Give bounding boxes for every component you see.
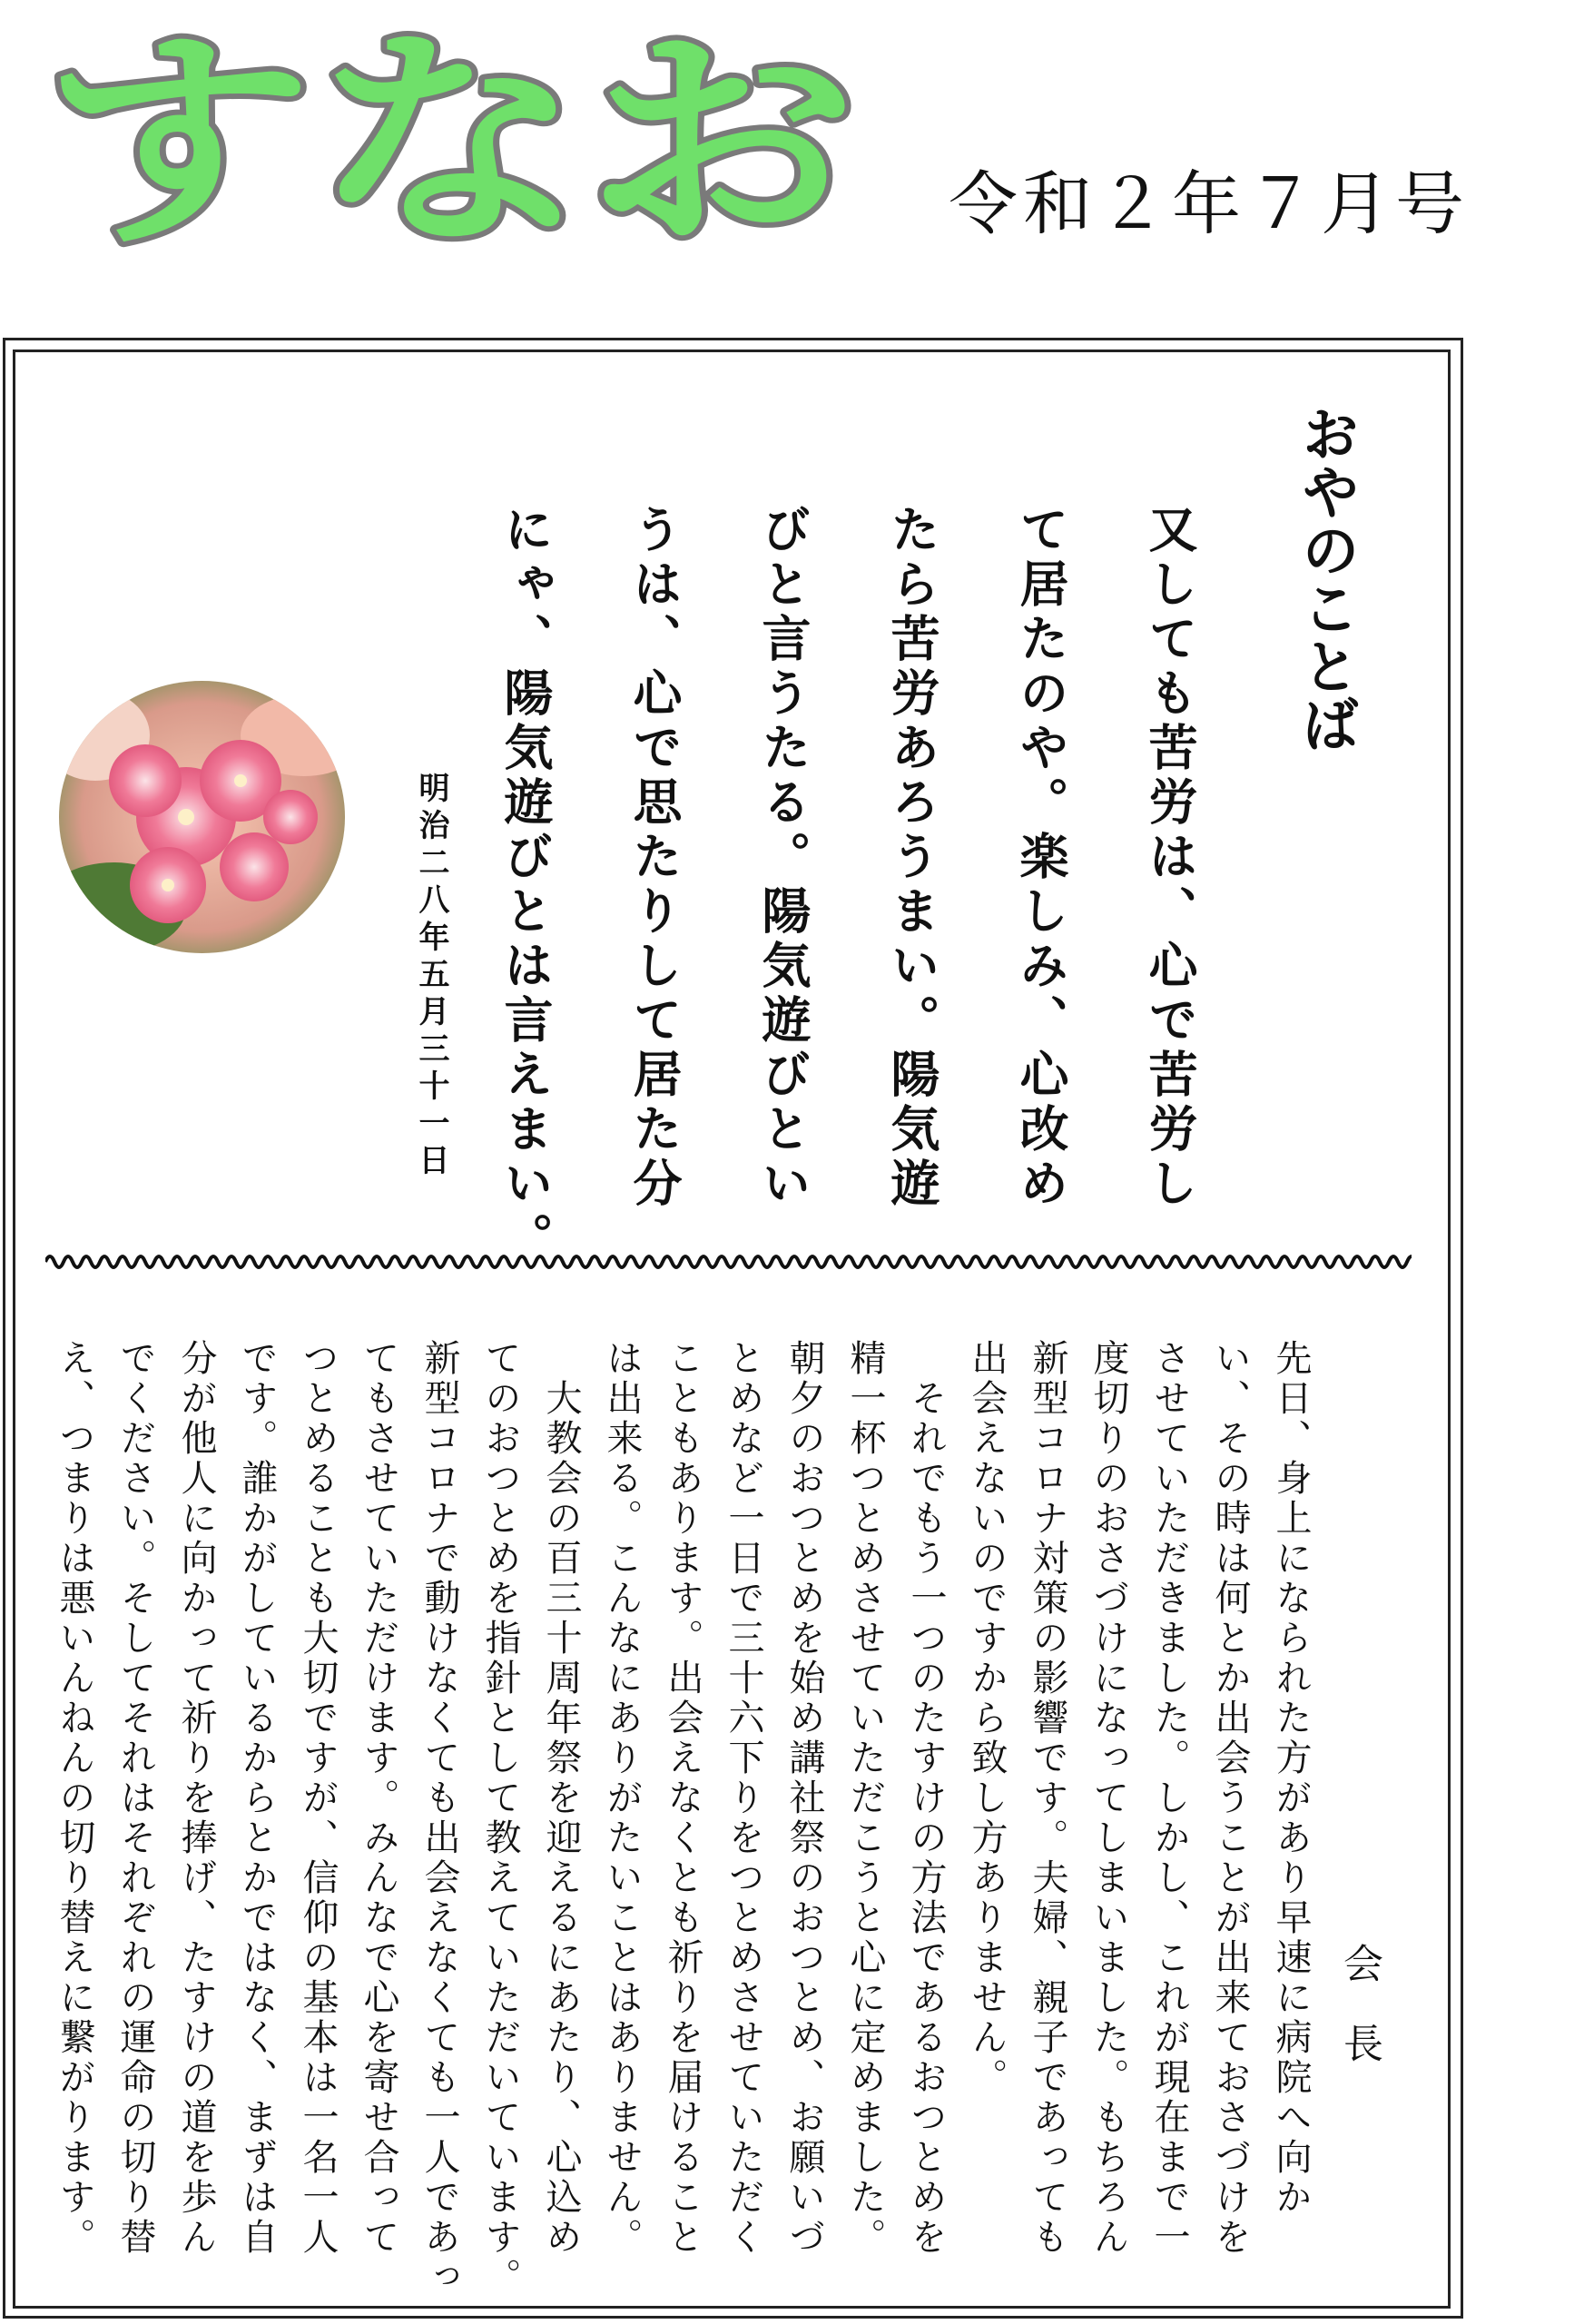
masthead xyxy=(36,8,908,278)
flower-icon xyxy=(59,681,345,953)
title-logo xyxy=(36,8,908,278)
issue-date: 令和２年７月号 xyxy=(949,163,1470,244)
oyanokotoba-date: 明治二八年五月三十一日 xyxy=(413,772,449,1181)
article-author: 会 長 xyxy=(1336,1943,1382,2063)
wavy-divider xyxy=(45,1244,1412,1280)
article-body: 先日、身上になられた方があり早速に病院へ向か い、その時は何とか出会うことが出来ておさづけを させていただきました。しかし、これが現在まで一 度切りのおさづけになってしまいました。もちろん 新型コロナ対策の影響です。夫婦、親子であっても 出会えないのですから致し方ありません。 それでもう一つのたすけの方法であるおつとめを 精一杯つとめさせていただこうと心に定めました。 朝夕のおつとめを始め講社祭のおつとめ、お願いづ とめなど一日で三十六下りをつとめさせていただく こともあります。出会えなくとも祈りを届けること は出来る。こんなにありがたいことはありません。 大教会の百三十周年祭を迎えるにあたり、心込め てのおつとめを指針として教えていただいています。 新型コロナで動けなくても出会えなくても一人であっ てもさせていただけます。みんなで心を寄せ合って つとめることも大切ですが、信仰の基本は一名一人 です。誰かがしているからとかではなく、まずは自 分が他人に向かって祈りを捧げ、たすけの道を歩ん でください。そしてそれはそれぞれの運命の切り替 え、つまりは悪いんねんの切り替えに繋がります。 xyxy=(54,1339,1312,2298)
title-text: すなお xyxy=(41,8,858,278)
wave-line xyxy=(45,1244,1412,1280)
oyanokotoba-text: 又しても苦労は、心で苦労し て居たのや。楽しみ、心改め たら苦労あろうまい。陽気遊 びと言うたる。陽気遊びとい うは、心で思たりして居た分 にゃ、陽気遊びとは言えまい。 xyxy=(497,504,1199,1266)
begonia-flower-image xyxy=(59,681,345,953)
section-heading: おやのことば xyxy=(1292,404,1360,753)
